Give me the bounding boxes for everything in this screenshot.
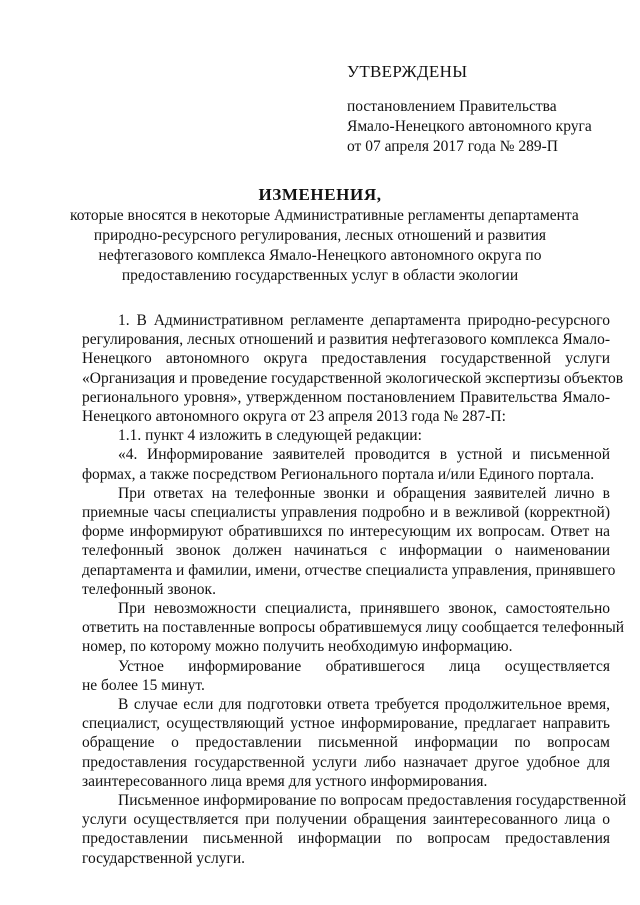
body-line: не более 15 минут. — [82, 676, 205, 694]
document-body — [82, 311, 627, 868]
body-line: услуги осуществляется при получении обращения заинтересованного лица о — [82, 811, 610, 829]
body-line: регионального уровня», утвержденном постановлением Правительства Ямало- — [82, 388, 610, 406]
approval-line: Ямало-Ненецкого автономного круга — [347, 118, 592, 135]
body-line: формах, а также посредством Регионального портала и/или Единого портала. — [82, 465, 595, 483]
body-line: регулирования, лесных отношений и развития нефтегазового комплекса Ямало- — [82, 331, 611, 349]
body-line: «Организация и проведение государственной экологической экспертизы объектов — [82, 369, 624, 387]
approval-heading: УТВЕРЖДЕНЫ — [347, 62, 468, 81]
body-line: телефонный звонок должен начинаться с информации о наименовании — [82, 542, 610, 560]
subtitle-line: предоставлению государственных услуг в области экологии — [121, 267, 519, 284]
body-line: Письменное информирование по вопросам предоставления государственной — [118, 792, 627, 810]
document-title: ИЗМЕНЕНИЯ, — [258, 185, 382, 204]
approval-line: от 07 апреля 2017 года № 289-П — [347, 138, 558, 155]
body-line: ответить на поставленные вопросы обратившемуся лицу сообщается телефонный — [82, 619, 625, 637]
body-line: 1. В Административном регламенте департамента природно-ресурсного — [118, 312, 610, 329]
body-line: При ответах на телефонные звонки и обращения заявителей лично в — [118, 484, 610, 502]
body-line: Устное информирование обратившегося лица осуществляется — [118, 657, 610, 675]
body-line: номер, по которому можно получить необходимую информацию. — [82, 638, 513, 656]
subtitle-line: которые вносятся в некоторые Административные регламенты департамента — [70, 207, 579, 224]
body-line: предоставлении письменной информации по вопросам предоставления — [82, 830, 610, 848]
body-line: предоставления государственной услуги либо назначает другое удобное для — [82, 753, 610, 771]
body-line: 1.1. пункт 4 изложить в следующей редакции: — [118, 427, 422, 445]
body-line: специалист, осуществляющий устное информирование, предлагает направить — [82, 715, 610, 733]
body-line: телефонный звонок. — [82, 580, 216, 598]
body-line: обращение о предоставлении письменной информации по вопросам — [82, 734, 610, 752]
subtitle-line: природно-ресурсного регулирования, лесных отношений и развития — [93, 227, 547, 244]
body-line: В случае если для подготовки ответа требуется продолжительное время, — [118, 696, 610, 714]
approval-line: постановлением Правительства — [347, 98, 557, 115]
body-line: приемные часы специалисты управления подробно и в вежливой (корректной) — [82, 504, 610, 522]
body-line: форме информируют обратившихся по интересующим их вопросам. Ответ на — [82, 523, 610, 541]
body-line: Ненецкого автономного округа от 23 апреля 2013 года № 287-П: — [82, 408, 506, 426]
subtitle-line: нефтегазового комплекса Ямало-Ненецкого автономного округа по — [98, 247, 542, 264]
body-line: заинтересованного лица время для устного информирования. — [82, 772, 488, 790]
body-line: Ненецкого автономного округа предоставления государственной услуги — [82, 350, 610, 368]
body-line: «4. Информирование заявителей проводится в устной и письменной — [118, 446, 610, 464]
body-line: государственной услуги. — [82, 849, 245, 867]
body-line: департамента и фамилии, имени, отчестве специалиста управления, принявшего — [82, 561, 616, 579]
body-line: При невозможности специалиста, принявшего звонок, самостоятельно — [118, 600, 610, 618]
document-subtitle — [70, 206, 579, 286]
approval-block — [347, 62, 607, 157]
